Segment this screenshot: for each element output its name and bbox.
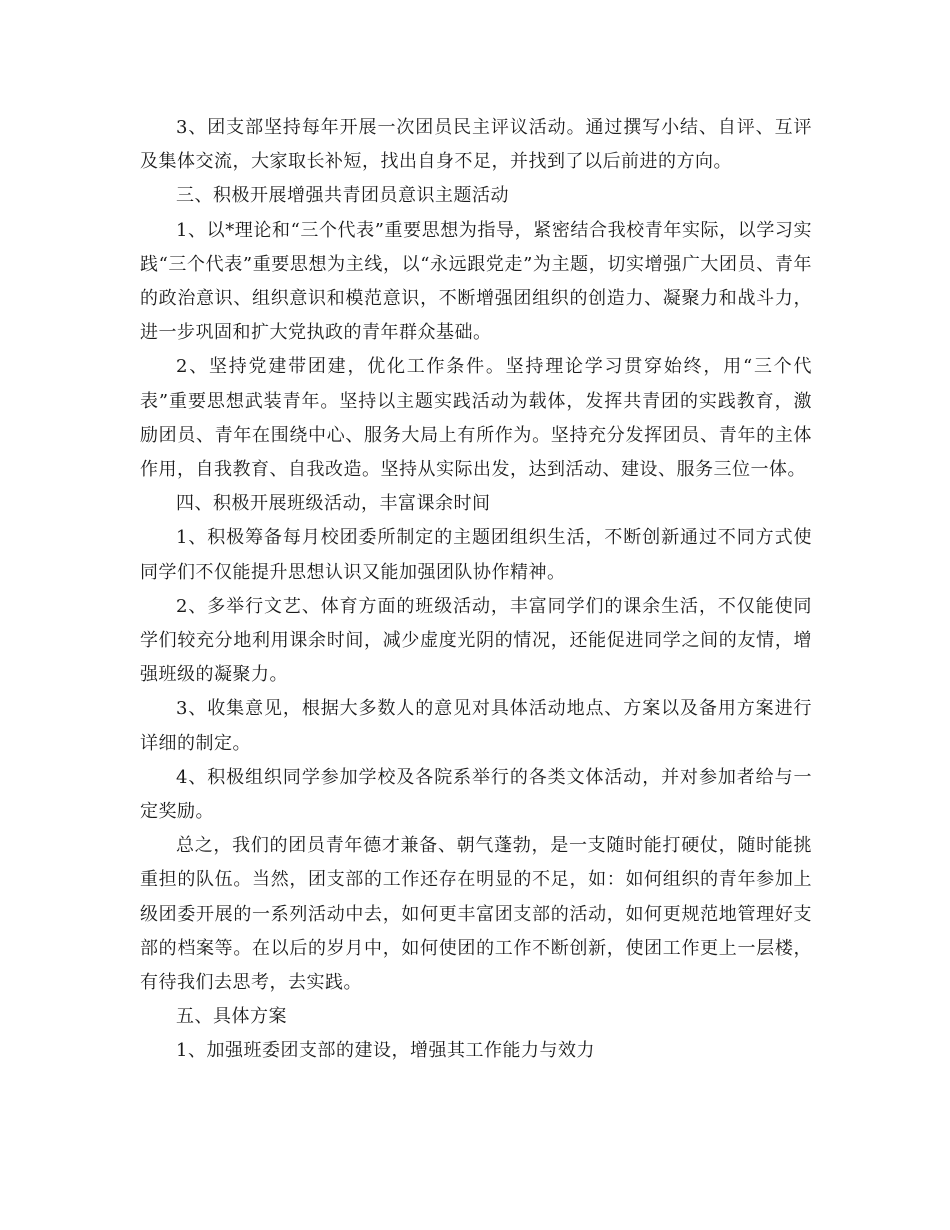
paragraph-collect-opinions: 3、收集意见，根据大多数人的意见对具体活动地点、方案以及备用方案进行详细的制定。 [140, 698, 812, 754]
paragraph-class-activities: 2、多举行文艺、体育方面的班级活动，丰富同学们的课余生活，不仅能使同学们较充分地利用课余时间，减少虚度光阴的情况，还能促进同学之间的友情，增强班级的凝聚力。 [140, 595, 812, 686]
paragraph-summary: 总之，我们的团员青年德才兼备、朝气蓬勃，是一支随时能打硬仗，随时能挑重担的队伍。当然，团支部的工作还存在明显的不足，如：如何组织的青年参加上级团委开展的一系列活动中去，如何更丰富团支部的活动，如何更规范地管理好支部的档案等。在以后的岁月中，如何使团的工作不断创新，使团工作更上一层楼，有待我们去思考，去实践。 [140, 835, 812, 994]
document-body [140, 111, 812, 1069]
section-heading-4: 四、积极开展班级活动，丰富课余时间 [176, 493, 491, 515]
paragraph-guidance: 1、以*理论和“三个代表”重要思想为指导，紧密结合我校青年实际，以学习实践“三个代表”重要思想为主线，以“永远跟党走”为主题，切实增强广大团员、青年的政治意识、组织意识和模范意识，不断增强团组织的创造力、凝聚力和战斗力，进一步巩固和扩大党执政的青年群众基础。 [140, 219, 812, 344]
paragraph-monthly-activities: 1、积极筹备每月校团委所制定的主题团组织生活，不断创新通过不同方式使同学们不仅能提升思想认识又能加强团队协作精神。 [140, 527, 812, 583]
paragraph-review-activity: 3、团支部坚持每年开展一次团员民主评议活动。通过撰写小结、自评、互评及集体交流，大家取长补短，找出自身不足，并找到了以后前进的方向。 [140, 117, 812, 173]
section-heading-5: 五、具体方案 [176, 1006, 287, 1028]
paragraph-party-building: 2、坚持党建带团建，优化工作条件。坚持理论学习贯穿始终，用“三个代表”重要思想武装青年。坚持以主题实践活动为载体，发挥共青团的实践教育，激励团员、青年在围绕中心、服务大局上有所作为。坚持充分发挥团员、青年的主体作用，自我教育、自我改造。坚持从实际出发，达到活动、建设、服务三位一体。 [140, 356, 812, 481]
paragraph-participation: 4、积极组织同学参加学校及各院系举行的各类文体活动，并对参加者给与一定奖励。 [140, 766, 812, 823]
paragraph-strengthen-committee: 1、加强班委团支部的建设，增强其工作能力与效力 [176, 1040, 595, 1062]
section-heading-3: 三、积极开展增强共青团员意识主题活动 [176, 185, 509, 207]
